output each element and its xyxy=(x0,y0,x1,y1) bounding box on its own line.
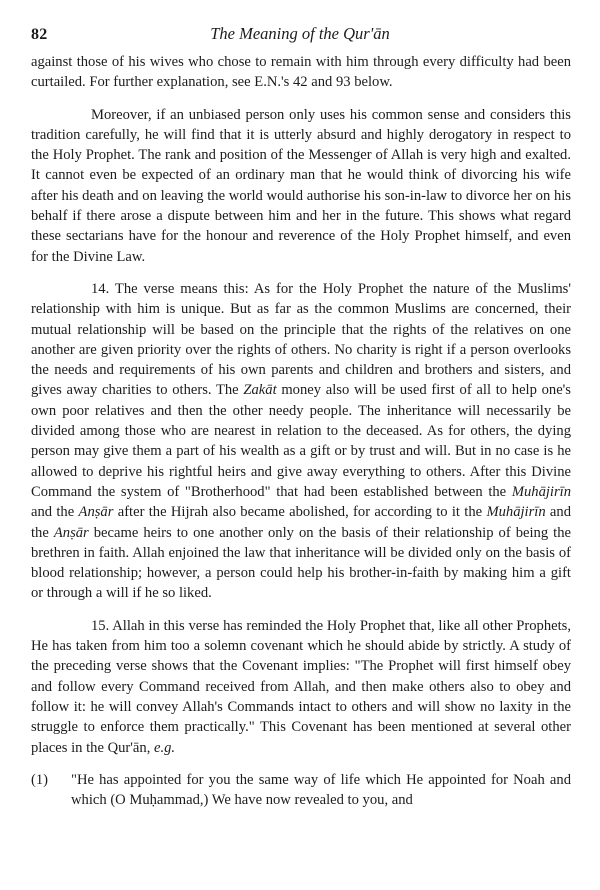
term-zakat: Zakāt xyxy=(243,382,277,399)
note-14-text: and the xyxy=(31,504,572,541)
note-14-text: 14. The verse means this: As for the Holy Prophet the nature of the Muslims' relationship with him is unique. But as far as the common Muslims are concerned, their mutual relationship will be based on the principle that the rights of the relatives on one another are given priority over the rights of others. No charity is right if a person overlooks the needs and requirements of his own parents and children and brothers and sisters, and gives away charities to others. The xyxy=(31,280,571,399)
term-muhajirin: Muhājirīn xyxy=(486,504,546,521)
list-marker: (1) xyxy=(31,771,49,788)
term-ansar: Anṣār xyxy=(53,524,89,541)
note-15-text: 15. Allah in this verse has reminded the Holy Prophet that, like all other Prophets, He has taken from him too a solemn covenant which he should abide by strictly. A study of the preceding verse shows that the Covenant implies: "The Prophet will first himself obey and follow every Command received from Allah, and then make others also to obey and follow it: he will convey Allah's Commands intact to others and will show no laxity in the struggle to enforce them practically." This Covenant has been mentioned at several other places in the Qur'ān, xyxy=(31,617,571,756)
running-title: The Meaning of the Qur'ān xyxy=(210,24,390,43)
term-muhajirin: Muhājirīn xyxy=(511,483,571,500)
page-body xyxy=(31,52,571,810)
paragraph-moreover: Moreover, if an unbiased person only uses his common sense and considers this tradition carefully, he will find that it is utterly absurd and highly derogatory in respect to the Holy Prophet. The rank and position of the Messenger of Allah is very high and exalted. It cannot even be expected of an ordinary man that he would think of divorcing his wife after his death and on leaving the world would authorise his son-in-law to divorce her on his behalf if there arose a dispute between him and her in the future. This shows what regard these sectarians have for the honour and reverence of the Holy Prophet himself, and even for the Divine Law. xyxy=(31,106,571,265)
note-14-text: money also will be used first of all to help one's own poor relatives and then the other needy people. The inheritance will necessarily be divided among those who are nearest in relation to the deceased. As for others, the dying person may give them a part of his wealth as a gift or by trust and will. But in no case is he allowed to deprive his rightful heirs and give away everything to others. After this Divine Command the system of "Brotherhood" that had been established between the xyxy=(31,382,571,500)
list-item-text: "He has appointed for you the same way of life which He appointed for Noah and which (O Muḥammad,) We have now revealed to you, and xyxy=(71,771,571,809)
continuation-paragraph: against those of his wives who chose to remain with him through every difficulty had been curtailed. For further explanation, see E.N.'s 42 and 93 below. xyxy=(31,54,571,91)
note-15-paragraph xyxy=(31,616,571,758)
note-14-text: became heirs to one another only on the basis of their relationship of being the brethren in faith. Allah enjoined the law that inheritance will be divided only on the basis of blood relationship; however, a person could help his brother-in-faith by making him a gift or through a will if he so liked. xyxy=(31,524,571,602)
note-14-paragraph xyxy=(31,279,571,604)
quote-list-item xyxy=(31,770,571,811)
note-14-text: after the Hijrah also became abolished, for according to it the xyxy=(113,504,487,521)
page-number: 82 xyxy=(31,26,48,43)
term-ansar: Anṣār xyxy=(78,504,114,521)
abbreviation-eg: e.g. xyxy=(154,739,176,756)
note-14-text: and the xyxy=(31,504,79,521)
